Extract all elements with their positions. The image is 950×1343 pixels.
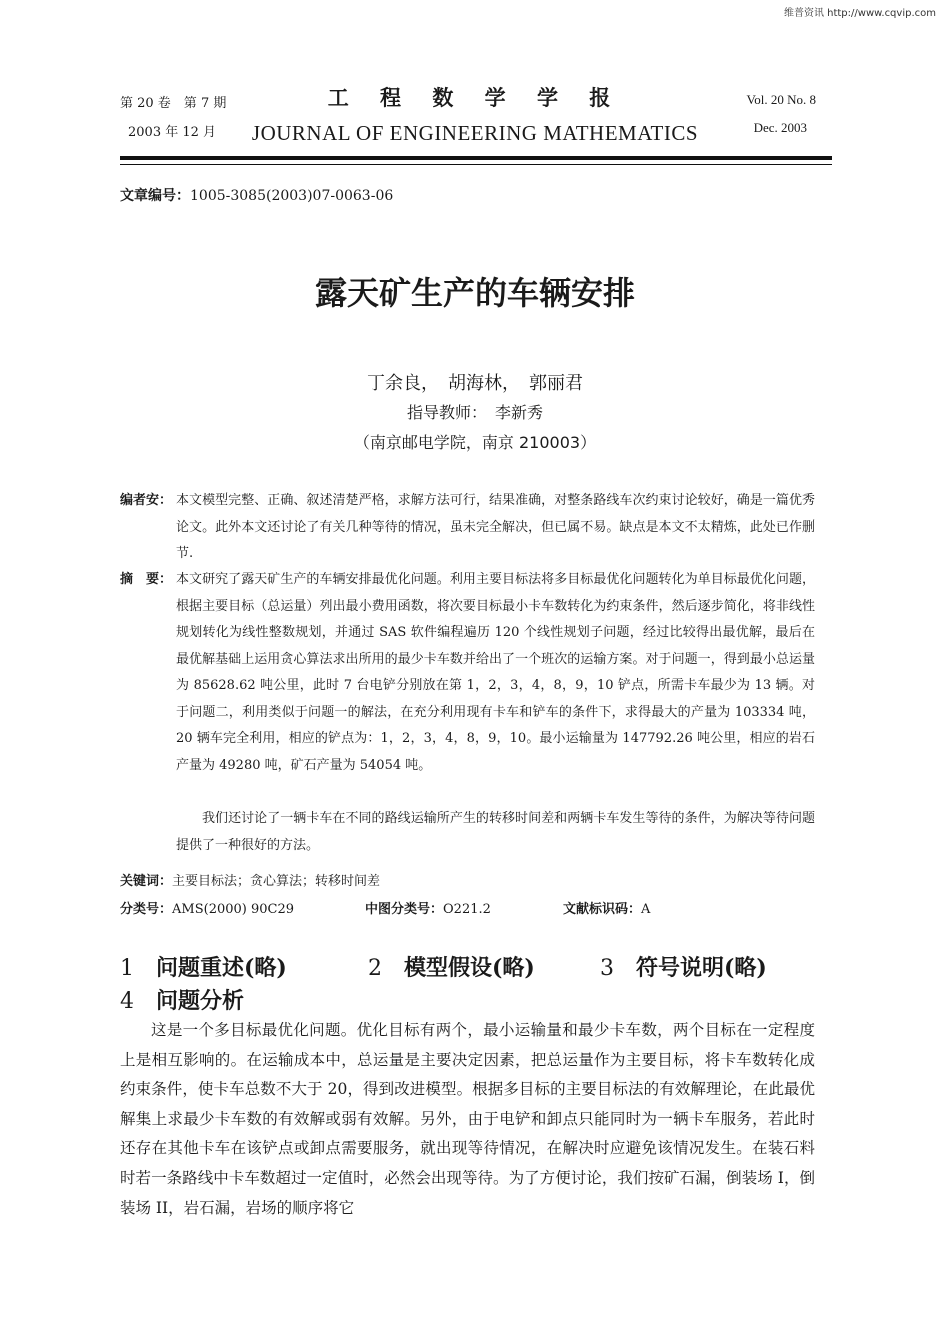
journal-title-en: JOURNAL OF ENGINEERING MATHEMATICS: [251, 121, 699, 145]
keywords-label: 关键词：: [120, 874, 173, 889]
keywords: [120, 870, 380, 889]
editor-note-text: 本文模型完整、正确、叙述清楚严格，求解方法可行，结果准确，对整条路线车次约束讨论较好，确是一篇优秀论文。此外本文还讨论了有关几种等待的情况，虽未完全解决，但已属不易。缺点是本文不太精炼，此处已作删节.: [176, 493, 815, 561]
classification-number: [120, 898, 294, 917]
body-paragraph: 这是一个多目标最优化问题。优化目标有两个，最小运输量和最少卡车数，两个目标在一定程度上是相互影响的。在运输成本中，总运量是主要决定因素，把总运量作为主要目标，将卡车数转化成约束条件，使卡车总数不大于 20，得到改进模型。根据多目标的主要目标法的有效解理论，在此最优解集上求最少卡车数的有效解或弱有效解。另外，由于电铲和卸点只能同时为一辆卡车服务，若此时还存在其他卡车在该铲点或卸点需要服务，就出现等待情况，在解决时应避免该情况发生。在装石料时若一条路线中卡车数超过一定值时，必然会出现等待。为了方便讨论，我们按矿石漏，倒装场 I，倒装场 II，岩石漏，岩场的顺序将它: [120, 1021, 815, 1217]
advisor: 指导教师： 李新秀: [406, 403, 543, 422]
volume-issue-en: Vol. 20 No. 8: [746, 92, 816, 107]
section-heading: [368, 951, 535, 982]
editor-note-label: 编者安：: [120, 493, 173, 508]
page-title: 露天矿生产的车辆安排: [314, 274, 635, 312]
clc-value: O221.2: [443, 902, 491, 917]
editor-note: [120, 488, 815, 568]
section-heading: [600, 951, 767, 982]
section-heading: [120, 984, 244, 1015]
abstract-text: 本文研究了露天矿生产的车辆安排最优化问题。利用主要目标法将多目标最优化问题转化为单目标最优化问题，根据主要目标（总运量）列出最小费用函数，将次要目标最小卡车数转化为约束条件，然后逐步简化，将非线性规划转化为线性整数规划，并通过 SAS 软件编程遍历 120 个线性规划子问题，经过比较得出最优解，最后在最优解基础上运用贪心算法求出所用的最少卡车数并给出了一个班次的运输方案。对于问题一，得到最小总运量为 85628.62 吨公里，此时 7 台电铲分别放在第 1，2，3，4，8，9，10 铲点，所需卡车最少为 13 辆。对于问题二，利用类似于问题一的解法，在充分利用现有卡车和铲车的条件下，求得最大的产量为 103334 吨，20 辆车完全利用，相应的铲点为：1，2，3，4，8，9，10。最小运输量为 147792.26 吨公里，相应的岩石产量为 49280 吨，矿石产量为 54054 吨。: [176, 572, 815, 773]
date-en: Dec. 2003: [753, 120, 807, 135]
classification-value: AMS(2000) 90C29: [172, 902, 295, 917]
volume-issue-cn: 第 20 卷 第 7 期: [120, 96, 227, 111]
section-number: 3: [600, 956, 614, 981]
authors: 丁余良， 胡海林， 郭丽君: [367, 373, 583, 394]
section-title: 问题重述(略): [156, 955, 287, 981]
section-number: 1: [120, 956, 134, 981]
article-number-value: 1005-3085(2003)07-0063-06: [190, 188, 394, 204]
document-code-label: 文献标识码：: [563, 902, 642, 917]
journal-title-cn: 工 程 数 学 学 报: [327, 86, 623, 110]
abstract-label: 摘 要：: [120, 572, 173, 587]
clc-label: 中图分类号：: [365, 902, 444, 917]
affiliation: （南京邮电学院，南京 210003）: [353, 433, 597, 452]
section-number: 4: [120, 989, 134, 1014]
section-title: 问题分析: [156, 988, 245, 1014]
clc-number: [365, 898, 491, 917]
abstract: [120, 567, 815, 779]
header-rule-thick: [120, 156, 832, 160]
document-code-value: A: [641, 902, 651, 917]
abstract-paragraph-2: 我们还讨论了一辆卡车在不同的路线运输所产生的转移时间差和两辆卡车发生等待的条件，为解决等待问题提供了一种很好的方法。: [176, 811, 815, 853]
keywords-value: 主要目标法；贪心算法；转移时间差: [172, 874, 381, 889]
section-heading: [120, 951, 287, 982]
section-title: 模型假设(略): [404, 955, 535, 981]
section-title: 符号说明(略): [636, 955, 767, 981]
article-number-label: 文章编号：: [120, 188, 190, 204]
watermark: 维普资讯 http://www.cqvip.com: [783, 8, 936, 19]
header-rule-thin: [120, 164, 832, 165]
document-code: [563, 898, 650, 917]
section-number: 2: [368, 956, 382, 981]
classification-label: 分类号：: [120, 902, 173, 917]
date-cn: 2003 年 12 月: [128, 125, 217, 140]
article-number: [120, 185, 393, 205]
